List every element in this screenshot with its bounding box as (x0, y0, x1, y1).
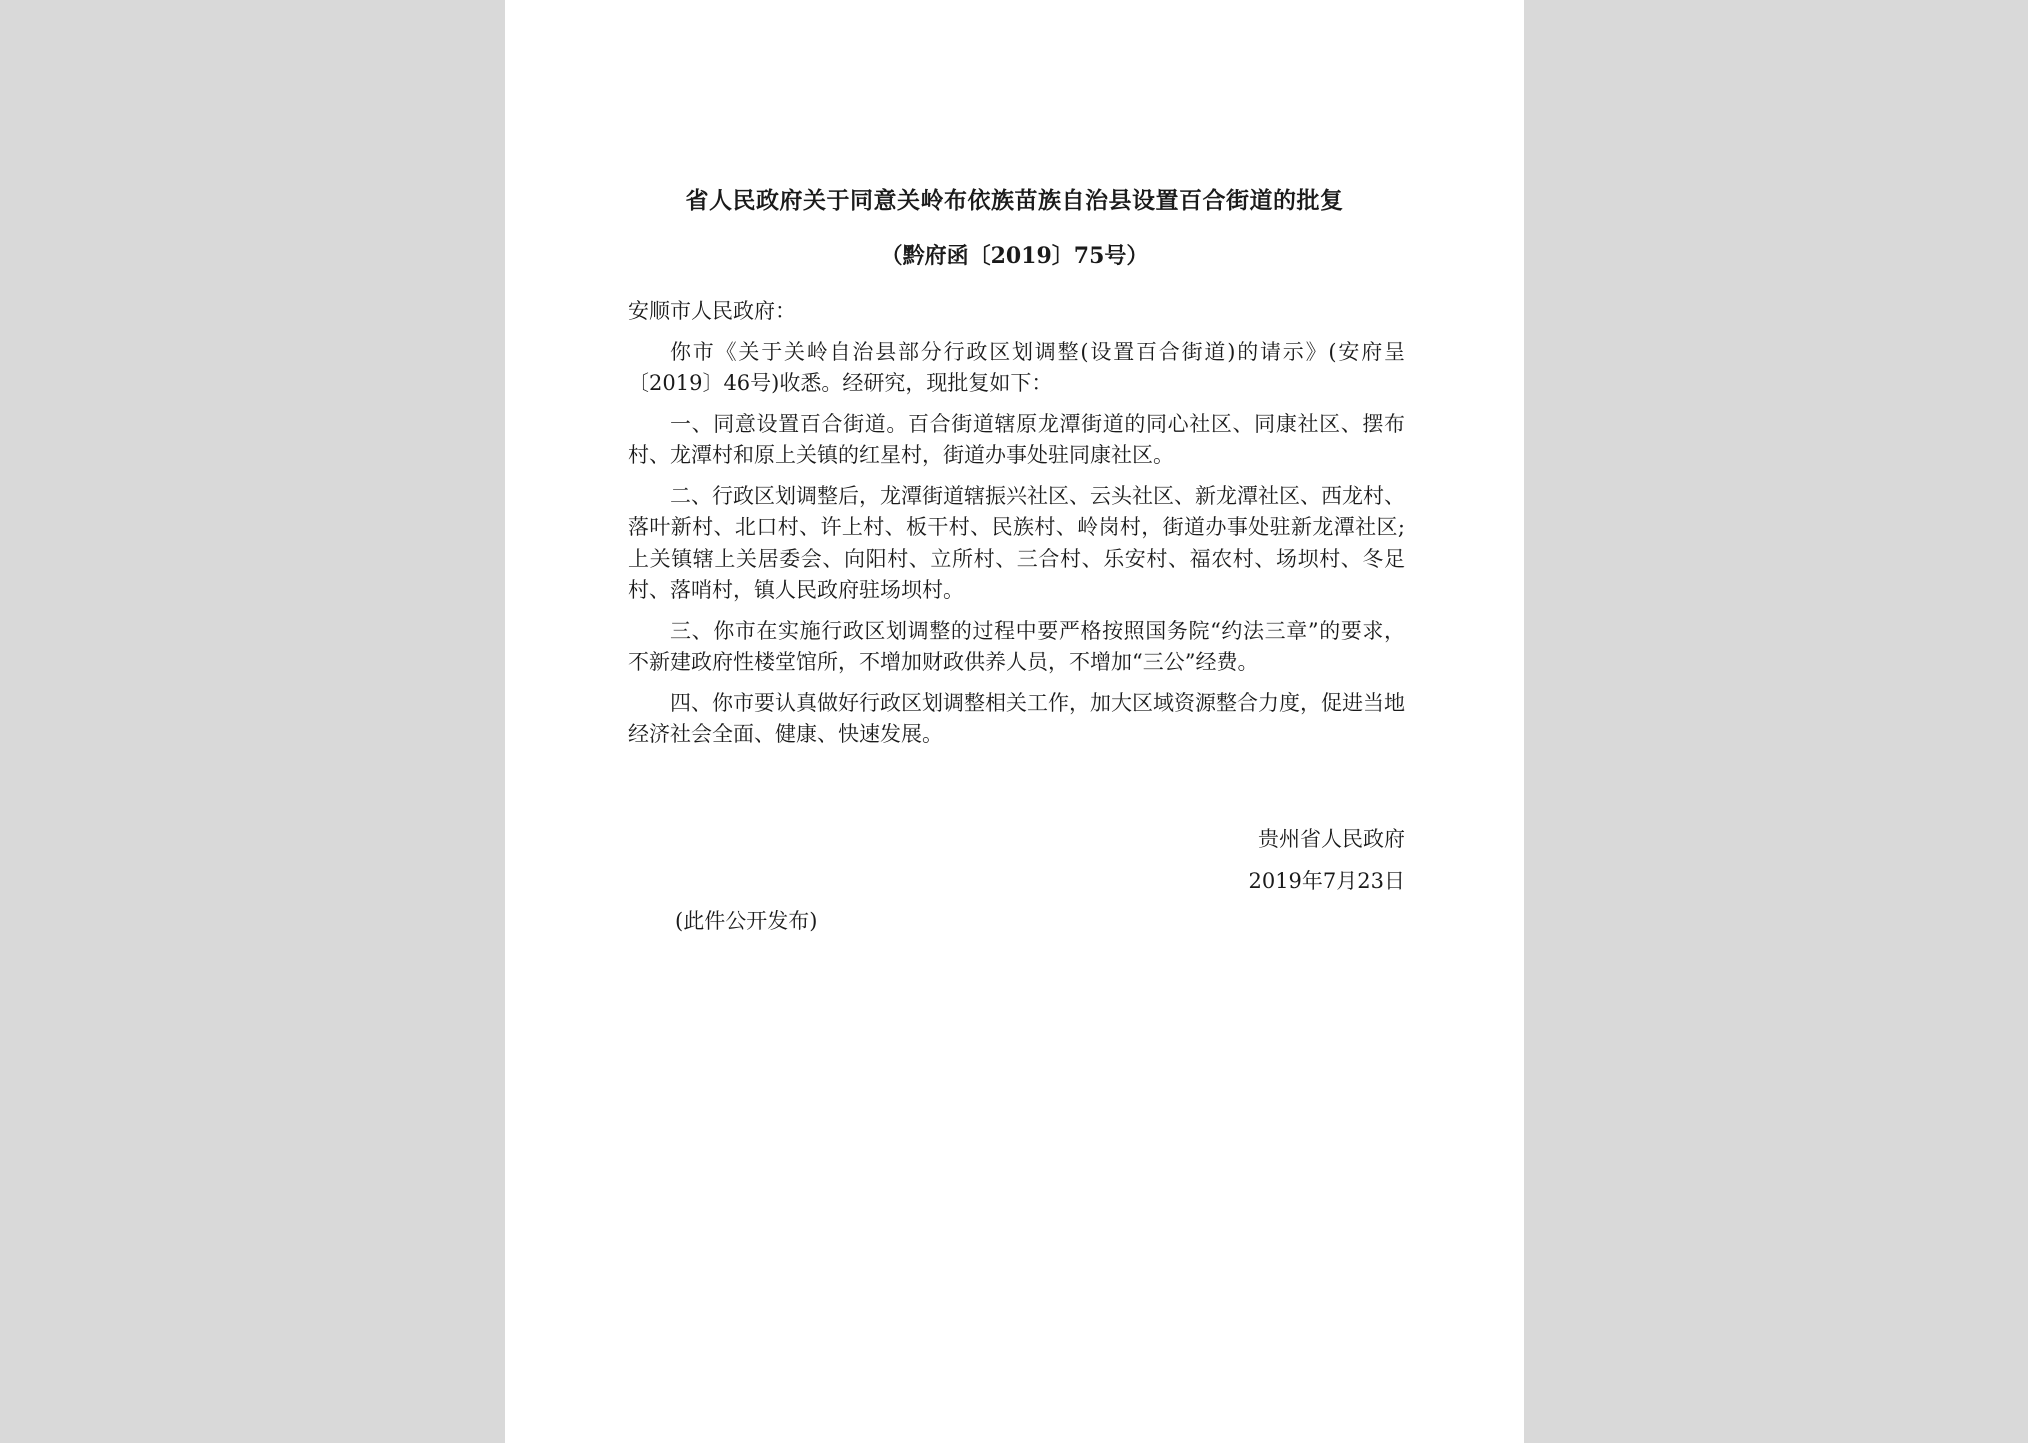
document-page (505, 0, 1524, 1443)
signature-org: 贵州省人民政府 (1258, 827, 1405, 851)
document-number: （黔府函〔2019〕75号） (880, 243, 1149, 269)
document-title: 省人民政府关于同意关岭布依族苗族自治县设置百合街道的批复 (685, 187, 1344, 214)
paragraph-2: 一、同意设置百合街道。百合街道辖原龙潭街道的同心社区、同康社区、摆布村、龙潭村和原上关镇的红星村，街道办事处驻同康社区。 (628, 411, 1405, 467)
paragraph-3: 二、行政区划调整后，龙潭街道辖振兴社区、云头社区、新龙潭社区、西龙村、落叶新村、北口村、许上村、板干村、民族村、岭岗村，街道办事处驻新龙潭社区;上关镇辖上关居委会、向阳村、立所村、三合村、乐安村、福农村、场坝村、冬足村、落哨村，镇人民政府驻场坝村。 (628, 483, 1405, 602)
paragraph-5: 四、你市要认真做好行政区划调整相关工作，加大区域资源整合力度，促进当地经济社会全面、健康、快速发展。 (628, 690, 1405, 746)
paragraph-4: 三、你市在实施行政区划调整的过程中要严格按照国务院“约法三章”的要求，不新建政府性楼堂馆所，不增加财政供养人员，不增加“三公”经费。 (628, 618, 1405, 674)
signature-date: 2019年7月23日 (1248, 868, 1405, 893)
salutation: 安顺市人民政府： (628, 299, 796, 323)
release-note: (此件公开发布) (675, 909, 818, 933)
document-body (628, 296, 1405, 760)
signature-block (1248, 824, 1405, 897)
paragraph-1: 你市《关于关岭自治县部分行政区划调整(设置百合街道)的请示》(安府呈〔2019〕46号)收悉。经研究，现批复如下： (628, 339, 1405, 395)
